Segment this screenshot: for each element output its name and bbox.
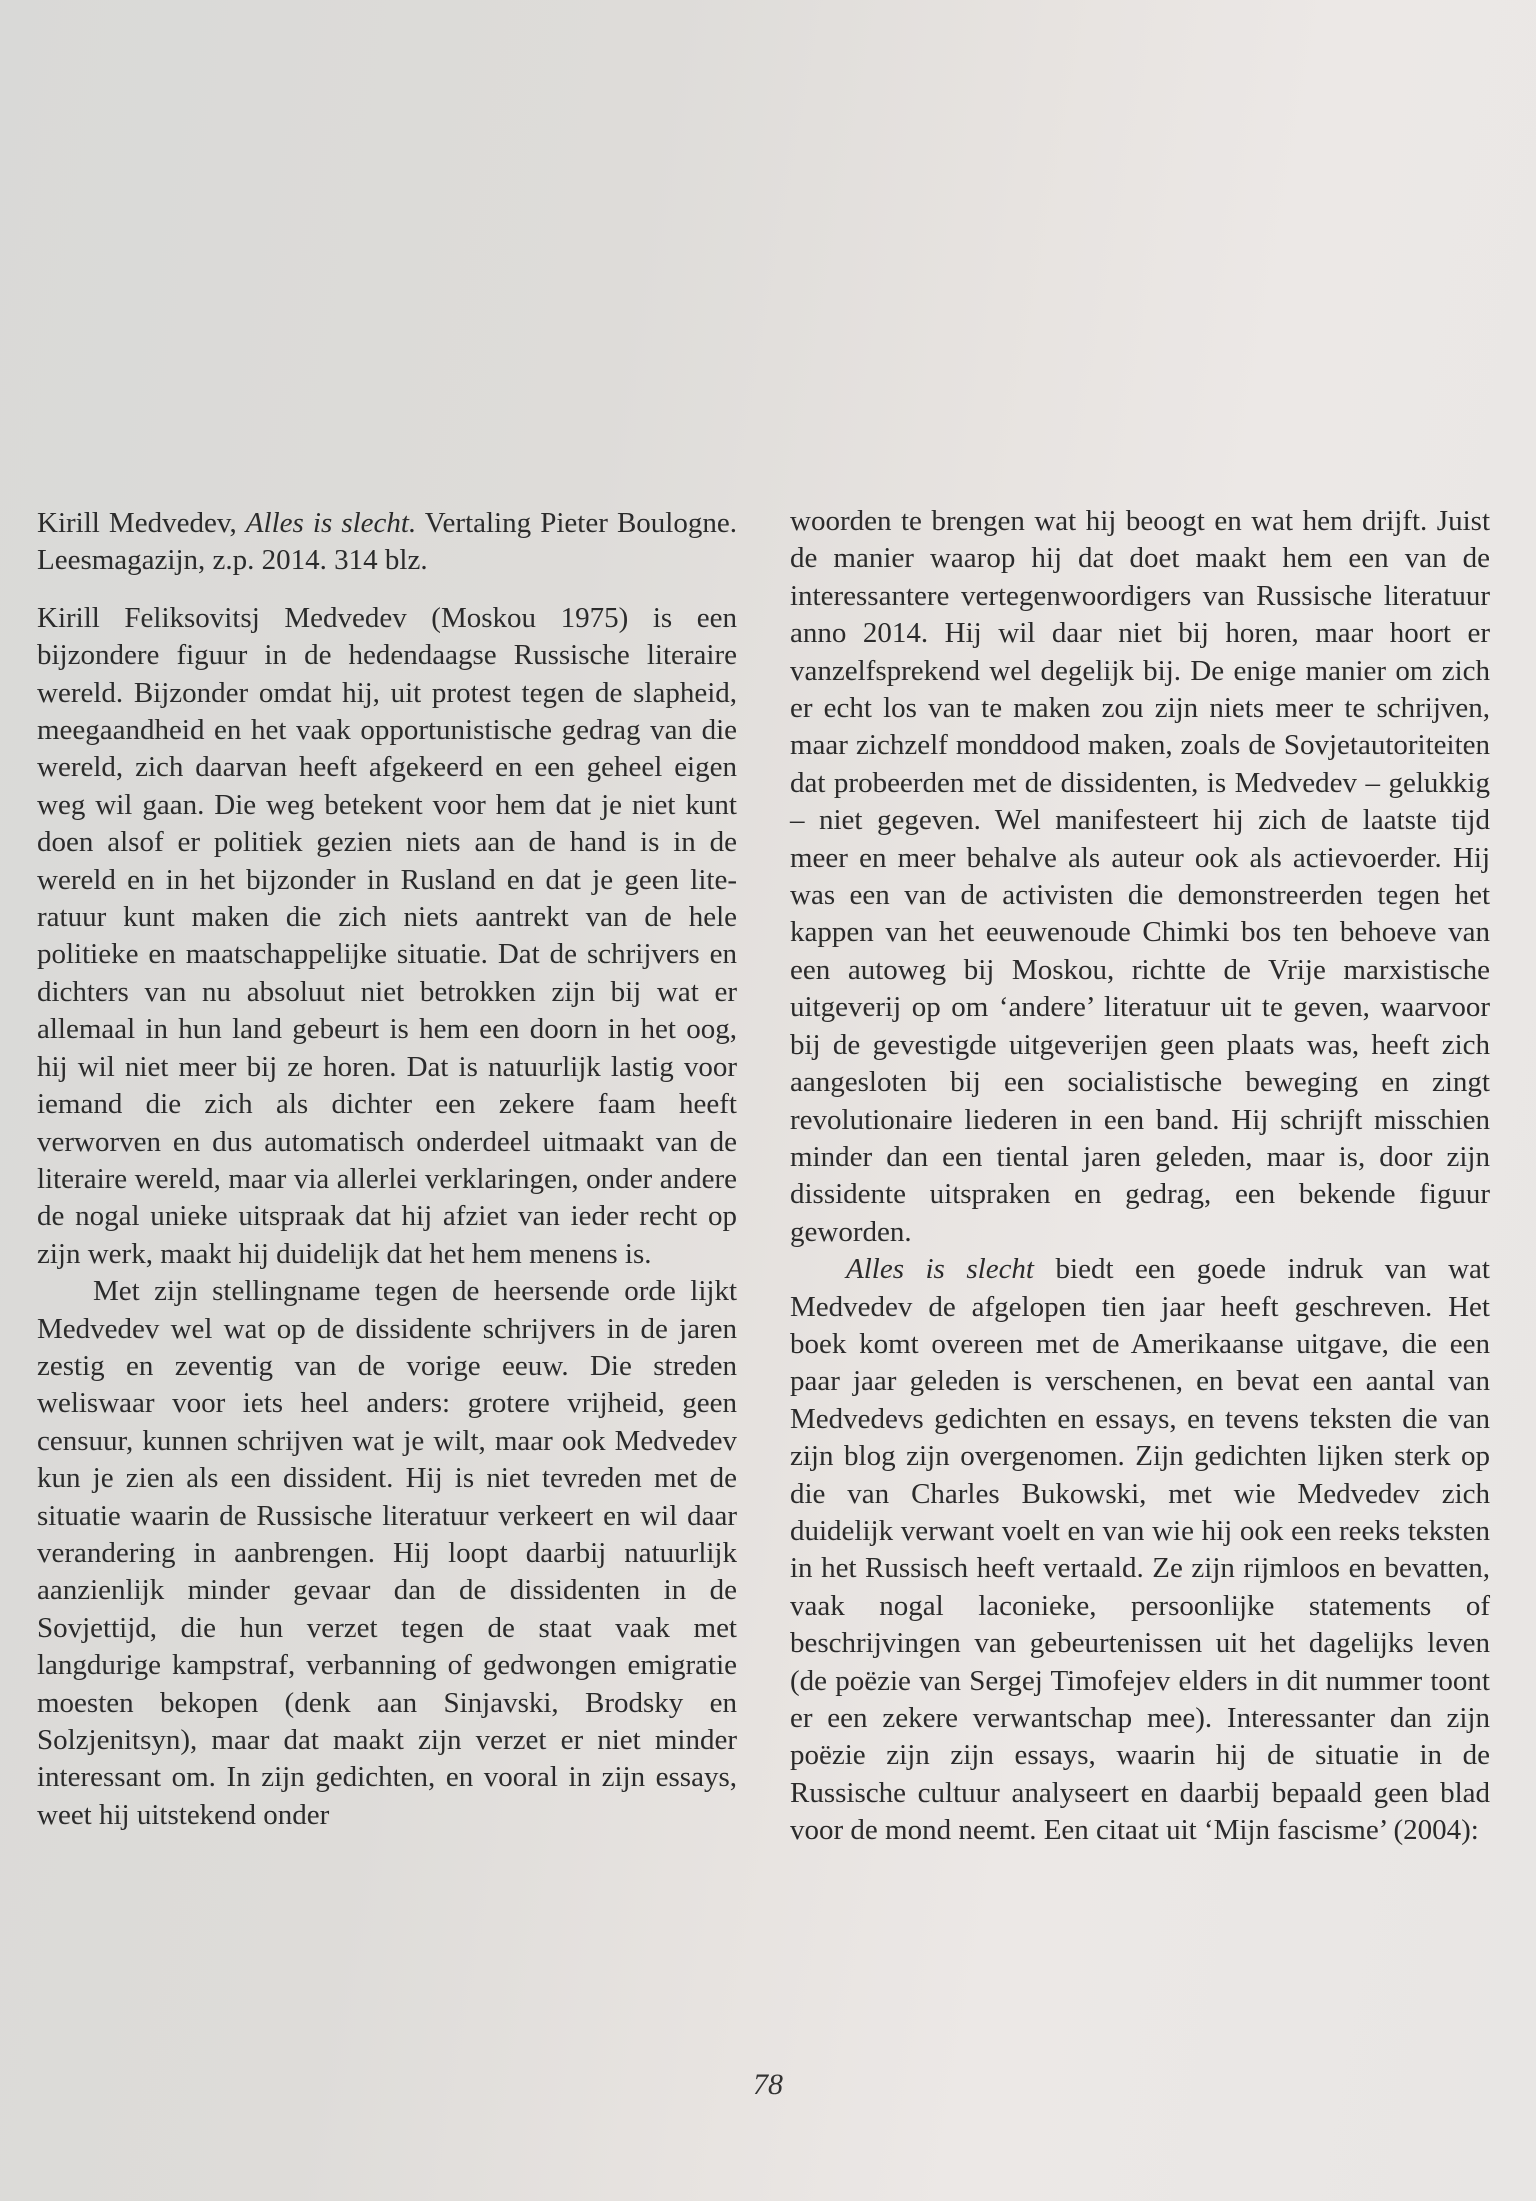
paragraph-intro: Kirill Feliksovitsj Medvedev (Moskou 1975) is een bijzondere figuur in de hedendaagse Russische literaire wereld. Bijzonder omdat hij, uit protest tegen de slapheid, meegaandheid en het vaak opportunistische gedrag van die wereld, zich daarvan heeft afgekeerd en een geheel eigen weg wil gaan. Die weg betekent voor hem dat je niet kunt doen alsof er politiek gezien niets aan de hand is in de wereld en in het bijzonder in Rusland en dat je geen literatuur kunt maken die zich niets aantrekt van de hele politieke en maatschappelijke situatie. Dat de schrijvers en dichters van nu absoluut niet betrokken zijn bij wat er allemaal in hun land gebeurt is hem een doorn in het oog, hij wil niet meer bij ze horen. Dat is natuurlijk lastig voor iemand die zich als dichter een zekere faam heeft verworven en dus automatisch onderdeel uitmaakt van de literaire wereld, maar via allerlei verklaringen, onder andere de nogal unieke uitspraak dat hij afziet van ieder recht op zijn werk, maakt hij duidelijk dat het hem menens is.	[37, 601, 737, 1270]
paragraph-book-contents-text: biedt een goede indruk van wat Medvedev de afgelopen tien jaar heeft geschreven. Het boek komt overeen met de Amerikaanse uitgave, die een paar jaar geleden is verschenen, en bevat een aantal van Medvedevs gedichten en essays, en tevens teksten die van zijn blog zijn overgenomen. Zijn gedichten lijken sterk op die van Charles Bukowski, met wie Medvedev zich duidelijk verwant voelt en van wie hij ook een reeks teksten in het Russisch heeft vertaald. Ze zijn rijmloos en bevatten, vaak nogal laconieke, persoonlijke statements of beschrijvingen van gebeurtenissen uit het dagelijks leven (de poëzie van Sergej Timofejev elders in dit nummer toont er een zekere verwantschap mee). Interessanter dan zijn poëzie zijn zijn essays, waarin hij de situatie in de Russische cultuur analyseert en daarbij bepaald geen blad voor de mond neemt. Een citaat uit ‘Mijn fascisme’ (2004):	[790, 1253, 1490, 1847]
paragraph-book-contents	[790, 1251, 1490, 1850]
paragraph-dissident: Met zijn stellingname tegen de heersende orde lijkt Medvedev wel wat op de dissidente schrijvers in de jaren zestig en zeventig van de vorige eeuw. Die streden weliswaar voor iets heel anders: grotere vrijheid, geen censuur, kunnen schrijven wat je wilt, maar ook Medvedev kun je zien als een dissident. Hij is niet tevreden met de situatie waarin de Russische literatuur verkeert en wil daar verandering in aanbrengen. Hij loopt daarbij natuurlijk aanzienlijk minder gevaar dan de dissidenten in de Sovjettijd, die hun verzet tegen de staat vaak met langdurige kampstraf, verbanning of gedwongen emigratie moesten bekopen (denk aan Sinjavski, Brodsky en Solzjenitsyn), maar dat maakt zijn verzet er niet minder interessant om. In zijn gedichten, en vooral in zijn essays, weet hij uitstekend onder	[37, 1275, 737, 1831]
page-number: 78	[753, 2068, 783, 2101]
review-heading	[37, 505, 737, 580]
heading-book-title: Alles is slecht.	[245, 507, 417, 539]
heading-publication-info: Vertaling Pieter Boulogne. Leesmagazijn, z.p. 2014. 314 blz.	[37, 507, 737, 577]
paragraph-activism: woorden te brengen wat hij beoogt en wat hem drijft. Juist de manier waarop hij dat doet maakt hem een van de interessantere vertegenwoordigers van Russische literatuur anno 2014. Hij wil daar niet bij horen, maar hoort er vanzelfsprekend wel degelijk bij. De enige manier om zich er echt los van te maken zou zijn niets meer te schrijven, maar zichzelf monddood maken, zoals de Sovjetautoriteiten dat probeerden met de dissidenten, is Medvedev – gelukkig – niet gegeven. Wel manifesteert hij zich de laatste tijd meer en meer behalve als auteur ook als actievoerder. Hij was een van de activisten die demonstreerden tegen het kappen van het eeuwenoude Chimki bos ten behoeve van een autoweg bij Moskou, richtte de Vrije marxistische uitgeverij op om ‘andere’ literatuur uit te geven, waarvoor bij de gevestigde uitgeverijen geen plaats was, heeft zich aangesloten bij een socialistische beweging en zingt revolutionaire liederen in een band. Hij schrijft misschien minder dan een tiental jaren geleden, maar is, door zijn dissidente uitspraken en gedrag, een bekende figuur geworden.	[790, 505, 1490, 1248]
book-title-inline: Alles is slecht	[846, 1253, 1034, 1286]
right-column	[790, 503, 1490, 1850]
heading-author: Kirill Medvedev,	[37, 507, 246, 539]
left-column	[37, 505, 737, 1834]
